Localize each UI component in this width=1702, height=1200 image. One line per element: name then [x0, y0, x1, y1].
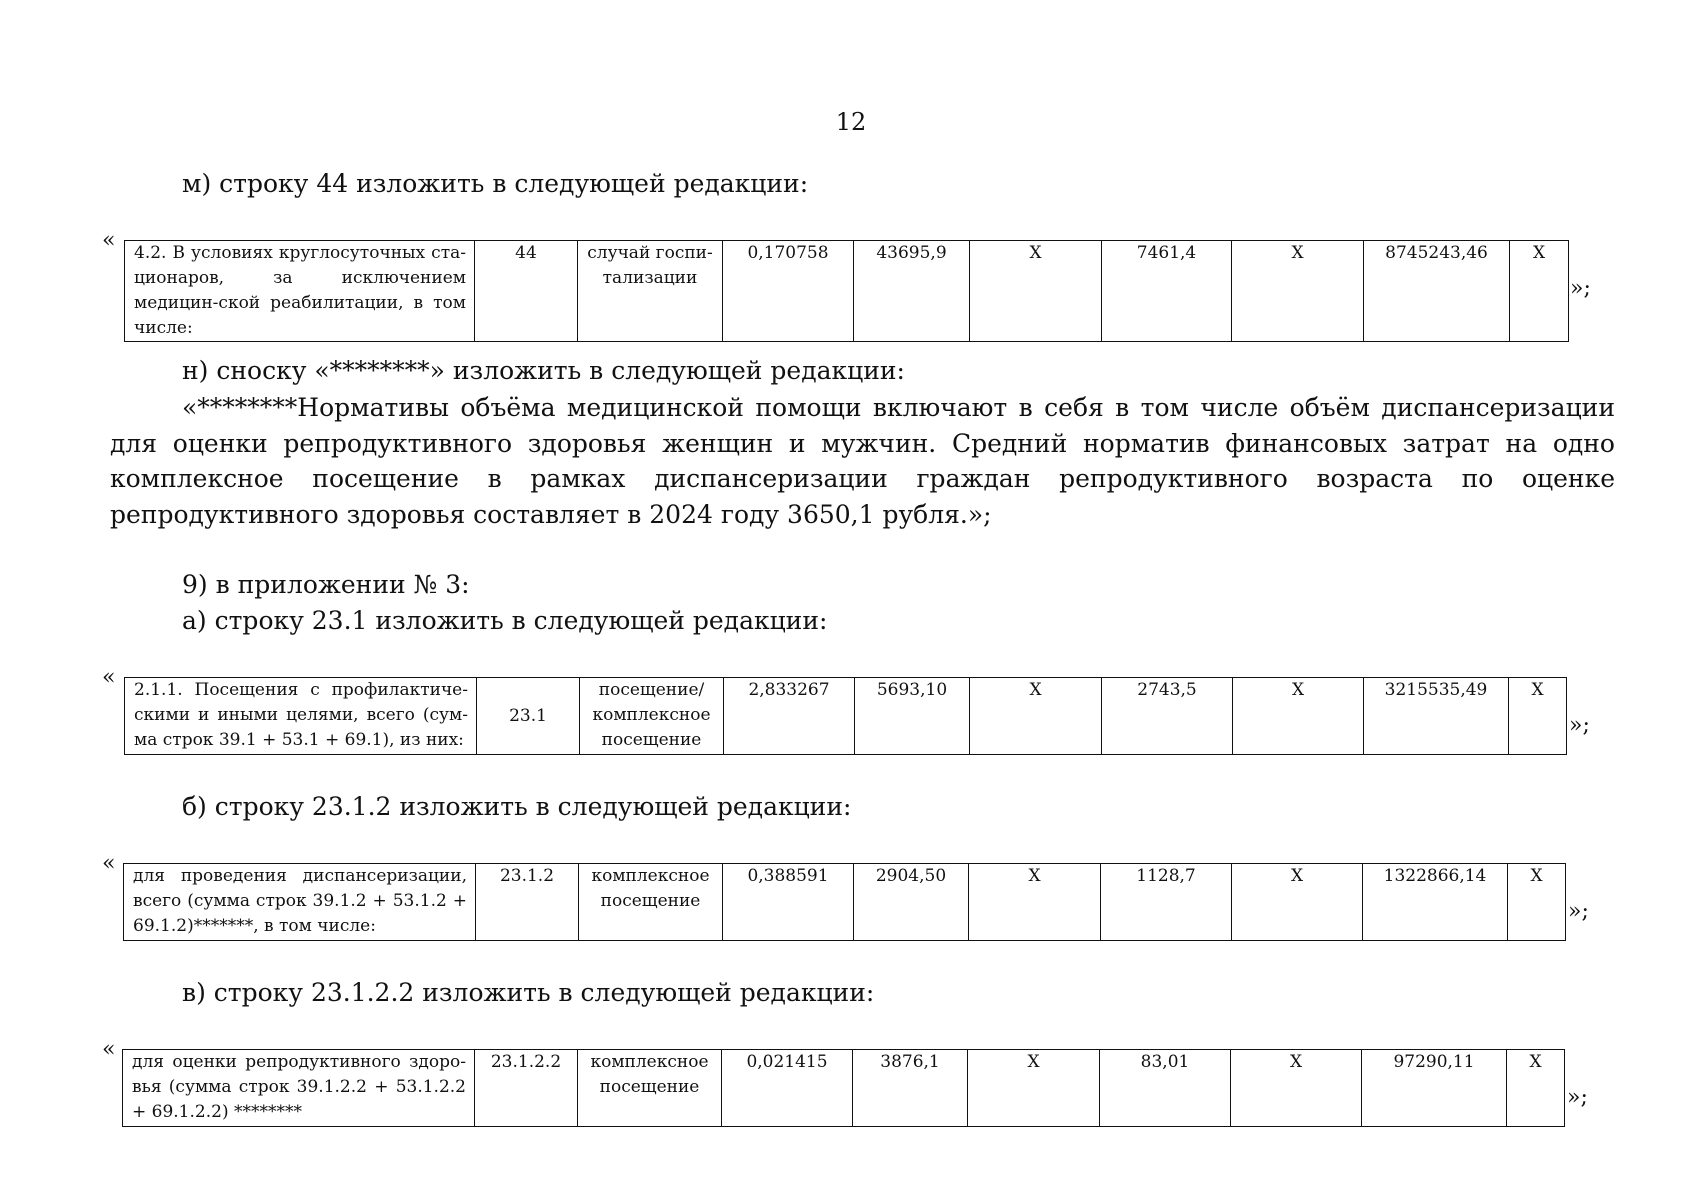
row-x-3: Х — [1510, 241, 1569, 342]
quote-close-a: »; — [1569, 713, 1590, 738]
row-code: 23.1 — [477, 678, 580, 755]
row-x-3: Х — [1507, 1050, 1565, 1127]
table-row-23-1-2-2 — [122, 1049, 1565, 1127]
row-x-1: Х — [968, 1050, 1100, 1127]
quote-open-m: « — [102, 228, 116, 253]
row-code: 23.1.2 — [476, 864, 579, 941]
row-x-1: Х — [970, 678, 1102, 755]
row-per-capita: 7461,4 — [1102, 241, 1232, 342]
row-x-3: Х — [1509, 678, 1567, 755]
row-per-capita: 2743,5 — [1102, 678, 1233, 755]
row-name: 2.1.1. Посещения с профилактиче-скими и иными целями, всего (сум-ма строк 39.1 + 53.1 + 69.1), из них: — [125, 678, 477, 755]
heading-a: а) строку 23.1 изложить в следующей редакции: — [182, 606, 828, 635]
quote-open-v: « — [102, 1037, 116, 1062]
quote-close-b: »; — [1568, 899, 1589, 924]
row-per-capita: 83,01 — [1100, 1050, 1231, 1127]
heading-item-9: 9) в приложении № 3: — [182, 570, 470, 599]
row-volume: 0,170758 — [723, 241, 854, 342]
page-number: 12 — [835, 108, 867, 136]
row-x-1: Х — [970, 241, 1102, 342]
footnote-text: «********Нормативы объёма медицинской помощи включают в себя в том числе объём диспансеризации для оценки репродуктивного здоровья женщин и мужчин. Средний норматив финансовых затрат на одно комплексное посещение в рамках диспансеризации граждан репродуктивного возраста по оценке репродуктивного здоровья составляет в 2024 году 3650,1 рубля.»; — [110, 393, 1615, 529]
row-per-capita: 1128,7 — [1101, 864, 1232, 941]
table-row-23-1-2 — [123, 863, 1566, 941]
row-volume: 0,388591 — [723, 864, 854, 941]
quote-close-m: »; — [1570, 276, 1591, 301]
row-cost: 43695,9 — [854, 241, 970, 342]
row-volume: 2,833267 — [724, 678, 855, 755]
row-volume: 0,021415 — [722, 1050, 853, 1127]
quote-close-v: »; — [1567, 1085, 1588, 1110]
row-code: 44 — [475, 241, 578, 342]
row-cost: 3876,1 — [853, 1050, 968, 1127]
row-total: 3215535,49 — [1364, 678, 1509, 755]
row-unit: случай госпи-тализации — [578, 241, 723, 342]
row-unit: комплексное посещение — [579, 864, 723, 941]
row-code: 23.1.2.2 — [475, 1050, 578, 1127]
row-x-3: Х — [1508, 864, 1566, 941]
row-total: 97290,11 — [1362, 1050, 1507, 1127]
row-x-2: Х — [1232, 241, 1364, 342]
row-total: 1322866,14 — [1363, 864, 1508, 941]
row-name: 4.2. В условиях круглосуточных ста-ционаров, за исключением медицин-ской реабилитации, в том числе: — [125, 241, 475, 342]
row-name: для оценки репродуктивного здоро-вья (сумма строк 39.1.2.2 + 53.1.2.2 + 69.1.2.2) ******** — [123, 1050, 475, 1127]
row-x-2: Х — [1233, 678, 1364, 755]
row-x-2: Х — [1231, 1050, 1362, 1127]
heading-m: м) строку 44 изложить в следующей редакции: — [182, 169, 809, 198]
row-cost: 5693,10 — [855, 678, 970, 755]
row-x-1: Х — [969, 864, 1101, 941]
table-row-44 — [124, 240, 1569, 342]
heading-n: н) сноску «********» изложить в следующей редакции: — [182, 356, 905, 385]
quote-open-a: « — [102, 665, 116, 690]
row-unit: комплексное посещение — [578, 1050, 722, 1127]
row-x-2: Х — [1232, 864, 1363, 941]
table-row-23-1 — [124, 677, 1567, 755]
heading-v: в) строку 23.1.2.2 изложить в следующей редакции: — [182, 978, 875, 1007]
row-unit: посещение/ комплексное посещение — [580, 678, 724, 755]
quote-open-b: « — [102, 851, 116, 876]
row-cost: 2904,50 — [854, 864, 969, 941]
heading-b: б) строку 23.1.2 изложить в следующей редакции: — [182, 792, 852, 821]
row-name: для проведения диспансеризации, всего (сумма строк 39.1.2 + 53.1.2 + 69.1.2)*******, в том числе: — [124, 864, 476, 941]
row-total: 8745243,46 — [1364, 241, 1510, 342]
